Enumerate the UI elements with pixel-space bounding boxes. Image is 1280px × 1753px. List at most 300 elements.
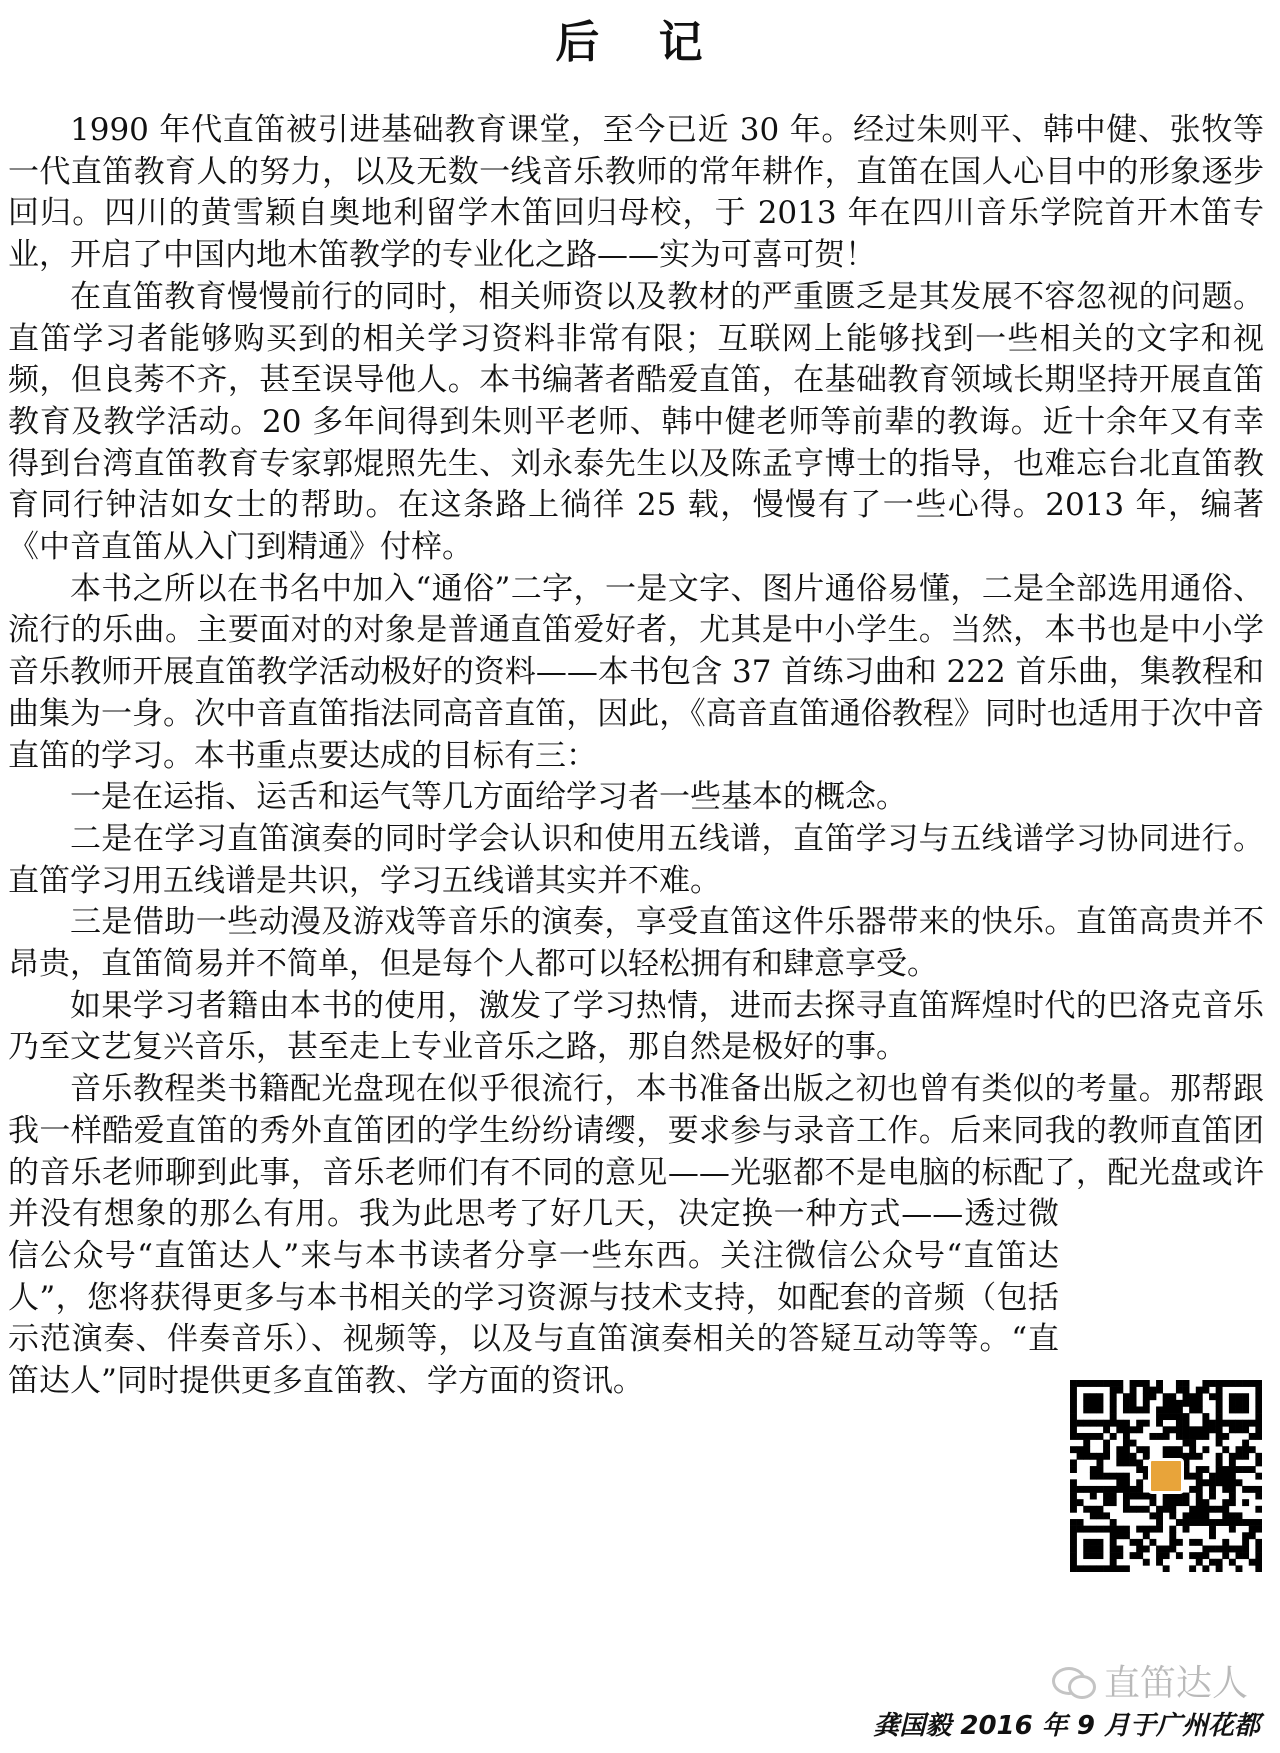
qr-module — [1083, 1546, 1090, 1553]
qr-module — [1242, 1400, 1249, 1407]
qr-module — [1196, 1400, 1203, 1407]
qr-module — [1136, 1539, 1143, 1546]
qr-module — [1156, 1512, 1163, 1519]
qr-module — [1116, 1453, 1123, 1460]
qr-module — [1229, 1459, 1236, 1466]
qr-module — [1183, 1499, 1190, 1506]
qr-module — [1096, 1393, 1103, 1400]
qr-module — [1209, 1380, 1216, 1387]
qr-module — [1096, 1420, 1103, 1427]
qr-module — [1255, 1559, 1262, 1566]
qr-module — [1183, 1453, 1190, 1460]
qr-module — [1130, 1393, 1137, 1400]
qr-module — [1202, 1499, 1209, 1506]
qr-module — [1222, 1519, 1229, 1526]
qr-module — [1096, 1473, 1103, 1480]
qr-module — [1209, 1506, 1216, 1513]
qr-module — [1242, 1532, 1249, 1539]
qr-module — [1242, 1539, 1249, 1546]
qr-module — [1183, 1387, 1190, 1394]
qr-module — [1077, 1453, 1084, 1460]
qr-module — [1176, 1433, 1183, 1440]
paragraph-1: 1990 年代直笛被引进基础教育课堂，至今已近 30 年。经过朱则平、韩中健、张牧等一代直笛教育人的努力，以及无数一线音乐教师的常年耕作，直笛在国人心目中的形象逐步回归。四川的黄雪颖自奥地利留学木笛回归母校，于 2013 年在四川音乐学院首开木笛专业，开启了中国内地木笛教学的专业化之路——实为可喜可贺！ — [8, 112, 1264, 274]
qr-module — [1070, 1446, 1077, 1453]
qr-module — [1216, 1479, 1223, 1486]
qr-module — [1110, 1387, 1117, 1394]
qr-module — [1123, 1393, 1130, 1400]
qr-module — [1209, 1426, 1216, 1433]
qr-module — [1196, 1506, 1203, 1513]
qr-module — [1183, 1426, 1190, 1433]
qr-module — [1103, 1512, 1110, 1519]
qr-module — [1090, 1565, 1097, 1572]
qr-module — [1090, 1433, 1097, 1440]
qr-module — [1163, 1552, 1170, 1559]
qr-module — [1236, 1453, 1243, 1460]
qr-module — [1083, 1565, 1090, 1572]
qr-module — [1249, 1486, 1256, 1493]
qr-module — [1077, 1380, 1084, 1387]
qr-module — [1169, 1400, 1176, 1407]
qr-module — [1255, 1565, 1262, 1572]
qr-center-logo — [1148, 1458, 1184, 1494]
qr-module — [1136, 1466, 1143, 1473]
qr-module — [1077, 1519, 1084, 1526]
qr-module — [1196, 1473, 1203, 1480]
qr-module — [1110, 1539, 1117, 1546]
qr-module — [1123, 1473, 1130, 1480]
qr-module — [1070, 1479, 1077, 1486]
qr-module — [1183, 1400, 1190, 1407]
qr-module — [1123, 1440, 1130, 1447]
qr-module — [1229, 1499, 1236, 1506]
qr-module — [1083, 1552, 1090, 1559]
qr-module — [1183, 1526, 1190, 1533]
afterword-body — [8, 110, 1264, 1403]
qr-module — [1229, 1526, 1236, 1533]
qr-module — [1116, 1473, 1123, 1480]
qr-module — [1116, 1479, 1123, 1486]
qr-module — [1183, 1440, 1190, 1447]
qr-module — [1090, 1406, 1097, 1413]
qr-module — [1070, 1466, 1077, 1473]
qr-module — [1183, 1413, 1190, 1420]
qr-module — [1163, 1546, 1170, 1553]
qr-module — [1189, 1400, 1196, 1407]
qr-module — [1096, 1506, 1103, 1513]
qr-module — [1143, 1446, 1150, 1453]
qr-module — [1196, 1499, 1203, 1506]
qr-module — [1255, 1413, 1262, 1420]
qr-module — [1083, 1453, 1090, 1460]
qr-module — [1229, 1559, 1236, 1566]
qr-module — [1090, 1466, 1097, 1473]
qr-module — [1249, 1380, 1256, 1387]
qr-module — [1222, 1552, 1229, 1559]
qr-module — [1163, 1393, 1170, 1400]
qr-module — [1083, 1400, 1090, 1407]
qr-module — [1209, 1420, 1216, 1427]
qr-module — [1123, 1506, 1130, 1513]
qr-module — [1110, 1486, 1117, 1493]
qr-module — [1130, 1539, 1137, 1546]
qr-module — [1189, 1406, 1196, 1413]
qr-module — [1156, 1552, 1163, 1559]
qr-module — [1255, 1486, 1262, 1493]
qr-module — [1216, 1565, 1223, 1572]
qr-module — [1136, 1493, 1143, 1500]
qr-module — [1096, 1552, 1103, 1559]
qr-module — [1123, 1532, 1130, 1539]
qr-module — [1096, 1539, 1103, 1546]
qr-module — [1116, 1546, 1123, 1553]
qr-module — [1169, 1393, 1176, 1400]
qr-module — [1209, 1393, 1216, 1400]
qr-module — [1156, 1387, 1163, 1394]
qr-module — [1222, 1539, 1229, 1546]
qr-module — [1176, 1400, 1183, 1407]
qr-module — [1249, 1532, 1256, 1539]
qr-module — [1077, 1433, 1084, 1440]
qr-module — [1077, 1565, 1084, 1572]
paragraph-5: 二是在学习直笛演奏的同时学会认识和使用五线谱，直笛学习与五线谱学习协同进行。直笛学习用五线谱是共识，学习五线谱其实并不难。 — [8, 820, 1264, 899]
qr-module — [1176, 1552, 1183, 1559]
qr-module — [1116, 1532, 1123, 1539]
qr-module — [1216, 1426, 1223, 1433]
qr-module — [1209, 1559, 1216, 1566]
qr-module — [1222, 1420, 1229, 1427]
qr-module — [1189, 1433, 1196, 1440]
qr-module — [1090, 1393, 1097, 1400]
qr-module — [1242, 1406, 1249, 1413]
qr-module — [1156, 1506, 1163, 1513]
qr-module — [1136, 1459, 1143, 1466]
qr-module — [1202, 1506, 1209, 1513]
qr-module — [1070, 1387, 1077, 1394]
qr-module — [1130, 1552, 1137, 1559]
qr-module — [1136, 1406, 1143, 1413]
qr-module — [1136, 1426, 1143, 1433]
qr-module — [1123, 1446, 1130, 1453]
qr-module — [1096, 1433, 1103, 1440]
qr-module — [1083, 1526, 1090, 1533]
qr-module — [1103, 1380, 1110, 1387]
qr-module — [1236, 1426, 1243, 1433]
qr-module — [1110, 1519, 1117, 1526]
qr-module — [1090, 1552, 1097, 1559]
qr-module — [1149, 1499, 1156, 1506]
qr-module — [1070, 1413, 1077, 1420]
qr-module — [1123, 1479, 1130, 1486]
qr-module — [1130, 1426, 1137, 1433]
qr-module — [1143, 1506, 1150, 1513]
qr-module — [1130, 1440, 1137, 1447]
qr-module — [1189, 1473, 1196, 1480]
qr-module — [1130, 1459, 1137, 1466]
qr-module — [1123, 1426, 1130, 1433]
qr-module — [1103, 1420, 1110, 1427]
qr-module — [1255, 1473, 1262, 1480]
qr-module — [1196, 1387, 1203, 1394]
qr-module — [1176, 1413, 1183, 1420]
qr-module — [1070, 1559, 1077, 1566]
qr-module — [1123, 1459, 1130, 1466]
qr-module — [1169, 1446, 1176, 1453]
qr-module — [1096, 1546, 1103, 1553]
qr-module — [1136, 1420, 1143, 1427]
qr-module — [1189, 1519, 1196, 1526]
qr-module — [1222, 1499, 1229, 1506]
qr-module — [1156, 1420, 1163, 1427]
qr-module — [1229, 1393, 1236, 1400]
qr-module — [1242, 1552, 1249, 1559]
qr-module — [1202, 1466, 1209, 1473]
qr-module — [1202, 1552, 1209, 1559]
qr-module — [1183, 1512, 1190, 1519]
qr-module — [1242, 1453, 1249, 1460]
qr-module — [1110, 1380, 1117, 1387]
paragraph-2: 在直笛教育慢慢前行的同时，相关师资以及教材的严重匮乏是其发展不容忽视的问题。直笛学习者能够购买到的相关学习资料非常有限；互联网上能够找到一些相关的文字和视频，但良莠不齐，甚至误导他人。本书编著者酷爱直笛，在基础教育领域长期坚持开展直笛教育及教学活动。20 多年间得到朱则平老师、韩中健老师等前辈的教诲。近十余年又有幸得到台湾直笛教育专家郭焜照先生、刘永泰先生以及陈孟亨博士的指导，也难忘台北直笛教育同行钟洁如女士的帮助。在这条路上徜徉 25 载，慢慢有了一些心得。2013 年，编著《中音直笛从入门到精通》付梓。 — [8, 278, 1264, 566]
qr-module — [1130, 1387, 1137, 1394]
qr-module — [1070, 1519, 1077, 1526]
qr-module — [1083, 1433, 1090, 1440]
qr-module — [1229, 1479, 1236, 1486]
qr-module — [1176, 1446, 1183, 1453]
qr-module — [1242, 1519, 1249, 1526]
qr-module — [1176, 1406, 1183, 1413]
qr-module — [1196, 1433, 1203, 1440]
qr-module — [1242, 1426, 1249, 1433]
qr-module — [1110, 1546, 1117, 1553]
qr-module — [1123, 1486, 1130, 1493]
qr-module — [1169, 1426, 1176, 1433]
qr-module — [1176, 1519, 1183, 1526]
qr-module — [1070, 1546, 1077, 1553]
qr-module — [1202, 1426, 1209, 1433]
qr-module — [1249, 1519, 1256, 1526]
qr-module — [1070, 1499, 1077, 1506]
qr-module — [1222, 1446, 1229, 1453]
qr-module — [1116, 1459, 1123, 1466]
qr-module — [1090, 1420, 1097, 1427]
qr-module — [1163, 1426, 1170, 1433]
qr-module — [1229, 1453, 1236, 1460]
qr-module — [1077, 1526, 1084, 1533]
qr-module — [1143, 1559, 1150, 1566]
paragraph-3: 本书之所以在书名中加入“通俗”二字，一是文字、图片通俗易懂，二是全部选用通俗、流行的乐曲。主要面对的对象是普通直笛爱好者，尤其是中小学生。当然，本书也是中小学音乐教师开展直笛教学活动极好的资料——本书包含 37 首练习曲和 222 首乐曲，集教程和曲集为一身。次中音直笛指法同高音直笛，因此，《高音直笛通俗教程》同时也适用于次中音直笛的学习。本书重点要达成的目标有三： — [8, 570, 1264, 774]
qr-module — [1163, 1499, 1170, 1506]
qr-module — [1116, 1387, 1123, 1394]
qr-module — [1103, 1440, 1110, 1447]
qr-module — [1255, 1493, 1262, 1500]
qr-module — [1123, 1420, 1130, 1427]
qr-module — [1110, 1406, 1117, 1413]
qr-module — [1249, 1466, 1256, 1473]
qr-module — [1249, 1526, 1256, 1533]
qr-module — [1242, 1446, 1249, 1453]
qr-module — [1255, 1526, 1262, 1533]
qr-module — [1090, 1493, 1097, 1500]
qr-module — [1216, 1420, 1223, 1427]
qr-module — [1163, 1565, 1170, 1572]
qr-module — [1196, 1539, 1203, 1546]
qr-module — [1229, 1519, 1236, 1526]
qr-module — [1216, 1440, 1223, 1447]
signature: 龚国毅 2016 年 9 月于广州花都 — [873, 1711, 1260, 1741]
qr-module — [1110, 1559, 1117, 1566]
qr-module — [1090, 1453, 1097, 1460]
qr-module — [1110, 1532, 1117, 1539]
qr-module — [1236, 1406, 1243, 1413]
qr-module — [1236, 1446, 1243, 1453]
qr-module — [1236, 1393, 1243, 1400]
qr-module — [1196, 1466, 1203, 1473]
qr-module — [1202, 1387, 1209, 1394]
qr-module — [1123, 1565, 1130, 1572]
qr-module — [1255, 1426, 1262, 1433]
qr-module — [1156, 1519, 1163, 1526]
qr-module — [1229, 1473, 1236, 1480]
qr-module — [1090, 1546, 1097, 1553]
qr-module — [1216, 1387, 1223, 1394]
qr-module — [1143, 1380, 1150, 1387]
qr-module — [1156, 1413, 1163, 1420]
qr-module — [1169, 1406, 1176, 1413]
qr-module — [1143, 1493, 1150, 1500]
qr-module — [1136, 1479, 1143, 1486]
qr-module — [1070, 1552, 1077, 1559]
qr-module — [1255, 1552, 1262, 1559]
qr-module — [1196, 1486, 1203, 1493]
qr-module — [1255, 1519, 1262, 1526]
qr-module — [1143, 1406, 1150, 1413]
qr-module — [1149, 1433, 1156, 1440]
qr-module — [1255, 1393, 1262, 1400]
qr-module — [1222, 1466, 1229, 1473]
qr-module — [1183, 1433, 1190, 1440]
qr-module — [1103, 1426, 1110, 1433]
qr-module — [1255, 1539, 1262, 1546]
qr-module — [1255, 1459, 1262, 1466]
qr-module — [1209, 1479, 1216, 1486]
qr-module — [1176, 1387, 1183, 1394]
qr-module — [1176, 1499, 1183, 1506]
qr-module — [1156, 1526, 1163, 1533]
qr-module — [1216, 1506, 1223, 1513]
qr-module — [1229, 1512, 1236, 1519]
paragraph-8: 音乐教程类书籍配光盘现在似乎很流行，本书准备出版之初也曾有类似的考量。那帮跟我一样酷爱直笛的秀外直笛团的学生纷纷请缨，要求参与录音工作。后来同我的教师直笛团的音乐老师聊到此事，音乐老师们有不同的意见——光驱都不是电脑的标配了，配光盘或许并没有想象的那么有用。我为此思考了好几天，决定换一种方式—— 透过微信公众号“直笛达人”来与本书读者分享一些东西。关注微信公众号“直笛达人”，您将获得更多与本书相关的学习资源与技术支持，如配套的音频（包括示范演奏、伴奏音乐）、视频等，以及与直笛演奏相关的答疑互动等等。“直笛达人”同时提供更多直笛教、学方面的资讯。 — [8, 1071, 1264, 1400]
qr-module — [1209, 1519, 1216, 1526]
qr-module — [1083, 1486, 1090, 1493]
qr-module — [1096, 1526, 1103, 1533]
qr-module — [1216, 1559, 1223, 1566]
qr-module — [1216, 1473, 1223, 1480]
qr-module — [1255, 1453, 1262, 1460]
qr-module — [1196, 1559, 1203, 1566]
qr-module — [1216, 1400, 1223, 1407]
watermark-text: 直笛达人 — [1104, 1662, 1249, 1704]
qr-module — [1242, 1420, 1249, 1427]
qr-module — [1070, 1459, 1077, 1466]
qr-module — [1096, 1486, 1103, 1493]
qr-module — [1255, 1380, 1262, 1387]
qr-module — [1070, 1486, 1077, 1493]
qr-module — [1143, 1532, 1150, 1539]
qr-module — [1110, 1413, 1117, 1420]
qr-module — [1083, 1420, 1090, 1427]
qr-module — [1130, 1380, 1137, 1387]
qr-module — [1216, 1459, 1223, 1466]
qr-module — [1143, 1420, 1150, 1427]
qr-module — [1242, 1546, 1249, 1553]
qr-module — [1255, 1433, 1262, 1440]
qr-module — [1163, 1413, 1170, 1420]
qr-module — [1176, 1420, 1183, 1427]
qr-module — [1222, 1479, 1229, 1486]
qr-module — [1070, 1406, 1077, 1413]
qr-module — [1189, 1506, 1196, 1513]
paragraph-6: 三是借助一些动漫及游戏等音乐的演奏，享受直笛这件乐器带来的快乐。直笛高贵并不昂贵，直笛简易并不简单，但是每个人都可以轻松拥有和肆意享受。 — [8, 904, 1264, 983]
qr-module — [1249, 1446, 1256, 1453]
qr-module — [1130, 1400, 1137, 1407]
qr-module — [1216, 1413, 1223, 1420]
qr-module — [1116, 1420, 1123, 1427]
qr-module — [1222, 1380, 1229, 1387]
qr-module — [1236, 1400, 1243, 1407]
qr-module — [1209, 1546, 1216, 1553]
qr-module — [1189, 1446, 1196, 1453]
qr-module — [1236, 1479, 1243, 1486]
qr-module — [1229, 1493, 1236, 1500]
qr-module — [1136, 1552, 1143, 1559]
qr-module — [1136, 1380, 1143, 1387]
qr-module — [1189, 1486, 1196, 1493]
qr-module — [1255, 1506, 1262, 1513]
qr-module — [1189, 1552, 1196, 1559]
qr-module — [1183, 1493, 1190, 1500]
qr-module — [1236, 1565, 1243, 1572]
qr-module — [1249, 1433, 1256, 1440]
qr-module — [1236, 1420, 1243, 1427]
qr-module — [1070, 1526, 1077, 1533]
qr-module — [1229, 1486, 1236, 1493]
qr-module — [1255, 1546, 1262, 1553]
qr-module — [1202, 1565, 1209, 1572]
qr-module — [1149, 1512, 1156, 1519]
qr-module — [1236, 1466, 1243, 1473]
qr-module — [1156, 1380, 1163, 1387]
qr-module — [1130, 1406, 1137, 1413]
qr-module — [1209, 1532, 1216, 1539]
qr-module — [1216, 1466, 1223, 1473]
qr-module — [1103, 1486, 1110, 1493]
qr-module — [1096, 1512, 1103, 1519]
qr-module — [1143, 1546, 1150, 1553]
qr-module — [1222, 1486, 1229, 1493]
qr-module — [1083, 1506, 1090, 1513]
qr-module — [1123, 1406, 1130, 1413]
qr-module — [1183, 1420, 1190, 1427]
qr-module — [1096, 1380, 1103, 1387]
qr-module — [1123, 1499, 1130, 1506]
qr-module — [1096, 1453, 1103, 1460]
qr-code-icon — [1070, 1380, 1262, 1572]
qr-module — [1116, 1526, 1123, 1533]
qr-module — [1189, 1539, 1196, 1546]
qr-module — [1083, 1446, 1090, 1453]
qr-module — [1156, 1406, 1163, 1413]
qr-module — [1169, 1512, 1176, 1519]
